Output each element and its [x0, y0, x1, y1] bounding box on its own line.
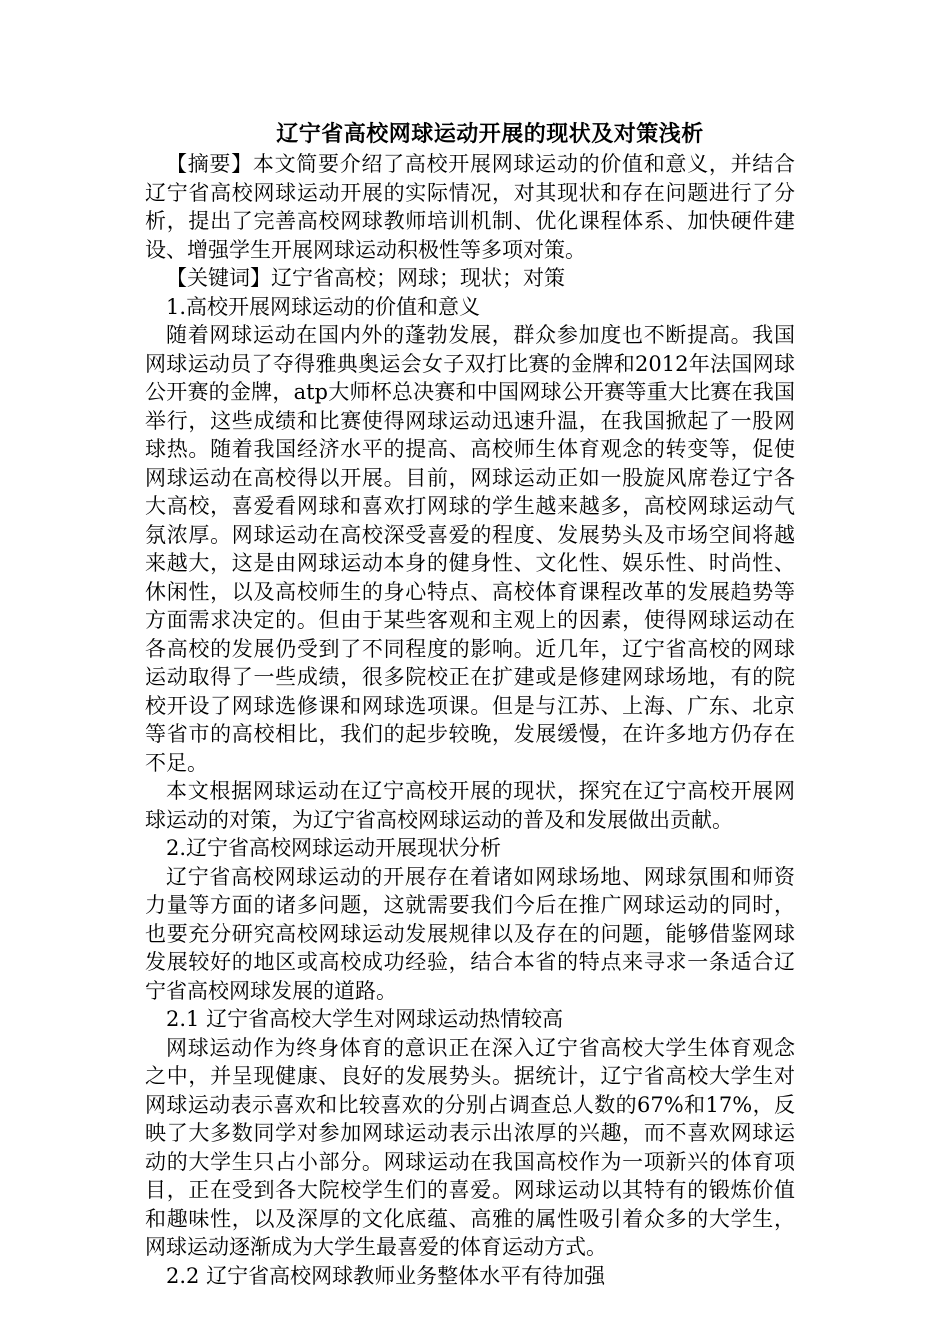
body-paragraph: 网球运动作为终身体育的意识正在深入辽宁省高校大学生体育观念之中，并呈现健康、良好的发展势头。据统计，辽宁省高校大学生对网球运动表示喜欢和比较喜欢的分别占调查总人数的67%和17%，反映了大多数同学对参加网球运动表示出浓厚的兴趣，而不喜欢网球运动的大学生只占小部分。网球运动在我国高校作为一项新兴的体育项目，正在受到各大院校学生们的喜爱。网球运动以其特有的锻炼价值和趣味性，以及深厚的文化底蕴、高雅的属性吸引着众多的大学生，网球运动逐渐成为大学生最喜爱的体育运动方式。 — [145, 1035, 795, 1259]
document-page — [145, 120, 795, 1290]
subsection-heading-2-1: 2.1 辽宁省高校大学生对网球运动热情较高 — [166, 1007, 564, 1031]
body-paragraph: 本文根据网球运动在辽宁高校开展的现状，探究在辽宁高校开展网球运动的对策，为辽宁省高校网球运动的普及和发展做出贡献。 — [145, 779, 795, 832]
document-title: 辽宁省高校网球运动开展的现状及对策浅析 — [276, 122, 704, 147]
section-heading-2: 2.辽宁省高校网球运动开展现状分析 — [166, 836, 502, 860]
keywords-line: 【关键词】辽宁省高校；网球；现状；对策 — [166, 266, 565, 290]
abstract-paragraph: 【摘要】本文简要介绍了高校开展网球运动的价值和意义，并结合辽宁省高校网球运动开展的实际情况，对其现状和存在问题进行了分析，提出了完善高校网球教师培训机制、优化课程体系、加快硬件建设、增强学生开展网球运动积极性等多项对策。 — [145, 152, 795, 262]
body-paragraph: 随着网球运动在国内外的蓬勃发展，群众参加度也不断提高。我国网球运动员了夺得雅典奥运会女子双打比赛的金牌和2012年法国网球公开赛的金牌，atp大师杯总决赛和中国网球公开赛等重大比赛在我国举行，这些成绩和比赛使得网球运动迅速升温，在我国掀起了一股网球热。随着我国经济水平的提高、高校师生体育观念的转变等，促使网球运动在高校得以开展。目前，网球运动正如一股旋风席卷辽宁各大高校，喜爱看网球和喜欢打网球的学生越来越多，高校网球运动气氛浓厚。网球运动在高校深受喜爱的程度、发展势头及市场空间将越来越大，这是由网球运动本身的健身性、文化性、娱乐性、时尚性、休闲性，以及高校师生的身心特点、高校体育课程改革的发展趋势等方面需求决定的。但由于某些客观和主观上的因素，使得网球运动在各高校的发展仍受到了不同程度的影响。近几年，辽宁省高校的网球运动取得了一些成绩，很多院校正在扩建或是修建网球场地，有的院校开设了网球选修课和网球选项课。但是与江苏、上海、广东、北京等省市的高校相比，我们的起步较晚，发展缓慢，在许多地方仍存在不足。 — [145, 323, 795, 775]
subsection-heading-2-2: 2.2 辽宁省高校网球教师业务整体水平有待加强 — [166, 1263, 606, 1288]
body-paragraph: 辽宁省高校网球运动的开展存在着诸如网球场地、网球氛围和师资力量等方面的诸多问题，这就需要我们今后在推广网球运动的同时，也要充分研究高校网球运动发展规律以及存在的问题，能够借鉴网球发展较好的地区或高校成功经验，结合本省的特点来寻求一条适合辽宁省高校网球发展的道路。 — [145, 864, 795, 1003]
section-heading-1: 1.高校开展网球运动的价值和意义 — [166, 294, 481, 319]
